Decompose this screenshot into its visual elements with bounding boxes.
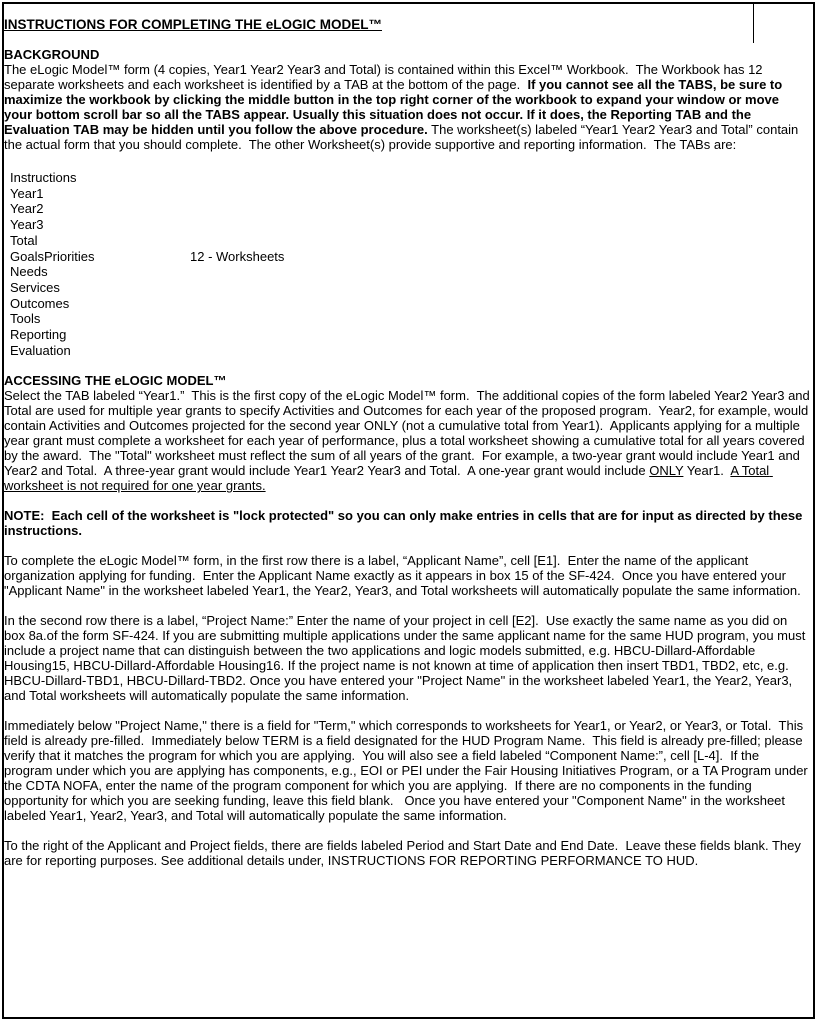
tab-item-year2: Year2 (10, 201, 44, 217)
accessing-heading: ACCESSING THE eLOGIC MODEL™ (4, 373, 227, 389)
tab-item-reporting: Reporting (10, 327, 67, 343)
applicant-name-paragraph: To complete the eLogic Model™ form, in the first row there is a label, “Applicant Name”, cell [E1]. Enter the name of the applicant organization applying for funding. Enter the Applicant Name exactly as it appears in box 15 of the SF-424. Once you have entered your "Applicant Name" in the worksheet labeled Year1, the Year2, Year3, and Total worksheets will automatically populate the same information. (4, 553, 801, 599)
page-border-top (2, 2, 814, 4)
tab-item-evaluation: Evaluation (10, 342, 71, 358)
tab-item-instructions: Instructions (10, 170, 77, 185)
document-content (4, 17, 814, 869)
tab-item-year1: Year1 (10, 185, 44, 201)
accessing-only-underline: ONLY (649, 463, 684, 479)
page-title: INSTRUCTIONS FOR COMPLETING THE eLOGIC MODEL™ (4, 17, 382, 32)
tab-item-goalspriorities: GoalsPriorities 12 - Worksheets (10, 248, 285, 264)
page-border-right (813, 2, 815, 1019)
worksheet-tab-list (4, 170, 810, 358)
accessing-text-1: Select the TAB labeled “Year1.” This is the first copy of the eLogic Model™ form. The additional copies of the form labeled Year2 Year3 and Total are used for multiple year grants to specify Activities and Outcomes for each year of the proposed program. Year2, for example, would contain Activities and Outcomes projected for the second year ONLY (not a cumulative total from Year1). Applicants applying for a multiple year grant must complete a worksheet for each year of performance, plus a total worksheet showing a cumulative total for all years covered by the award. The "Total" worksheet must reflect the sum of all years of the grant. For example, a two-year grant would include Year1 and Year2 and Total. A three-year grant would include Year1 Year2 Year3 and Total. A one-year grant would include (4, 388, 814, 479)
background-heading: BACKGROUND (4, 47, 100, 62)
background-text-bold: If you cannot see all the TABS, be sure to maximize the workbook by clicking the middle button in the top right corner of the workbook to expand your window or move your bottom scroll bar so all the TABS appear. Usually this situation does not occur. If it does, the Reporting TAB and the Evaluation TAB may be hidden until you follow the above procedure. (4, 77, 786, 137)
tab-item-year3: Year3 (10, 217, 44, 233)
page-border-bottom (2, 1017, 815, 1019)
accessing-total-underline: A Total worksheet is not required for one year grants. (4, 463, 773, 494)
accessing-paragraph (4, 388, 814, 494)
background-text-2: The worksheet(s) labeled “Year1 Year2 Year3 and Total” contain the actual form that you should complete. The other Worksheet(s) provide supportive and reporting information. The TABs are: (4, 122, 802, 152)
tab-item-total: Total (10, 232, 38, 248)
background-paragraph (4, 62, 810, 152)
tab-item-outcomes: Outcomes (10, 295, 70, 311)
note-paragraph: NOTE: Each cell of the worksheet is "lock protected" so you can only make entries in cells that are for input as directed by these instructions. (4, 508, 806, 539)
tab-item-services: Services (10, 279, 60, 295)
accessing-text-2: Year1. (683, 463, 731, 479)
project-name-paragraph: In the second row there is a label, “Project Name:” Enter the name of your project in cell [E2]. Use exactly the same name as you did on box 8a.of the form SF-424. If you are submitting multiple applications under the same applicant name for the same HUD program, you must include a project name that can distinguish between the two applications and logic models submitted, e.g. HBCU-Dillard-Affordable Housing15, HBCU-Dillard-Affordable Housing16. If the project name is not known at time of application then insert TBD1, TBD2, etc, e.g. HBCU-Dillard-TBD1, HBCU-Dillard-TBD2. Once you have entered your "Project Name" in the worksheet labeled Year1, the Year2, Year3, and Total worksheets will automatically populate the same information. (4, 613, 809, 704)
tab-item-tools: Tools (10, 311, 41, 327)
worksheet-count-note: 12 - Worksheets (190, 248, 285, 264)
period-dates-paragraph: To the right of the Applicant and Project fields, there are fields labeled Period and Start Date and End Date. Leave these fields blank. They are for reporting purposes. See additional details under, INSTRUCTIONS FOR REPORTING PERFORMANCE TO HUD. (4, 838, 805, 869)
term-component-paragraph: Immediately below "Project Name," there is a field for "Term," which corresponds to worksheets for Year1, or Year2, or Year3, or Total. This field is already pre-filled. Immediately below TERM is a field designated for the HUD Program Name. This field is already pre-filled; please verify that it matches the program for which you are applying. You will also see a field labeled “Component Name:”, cell [L-4]. If the program under which you are applying has components, e.g., EOI or PEI under the Fair Housing Initiatives Program, or a TA Program under the CDTA NOFA, enter the name of the program component for which you are applying. If there are no components in the funding opportunity for which you are seeking funding, leave this field blank. Once you have entered your "Component Name" in the worksheet labeled Year1, Year2, Year3, and Total will automatically populate the same information. (4, 718, 812, 824)
background-text-1: The eLogic Model™ form (4 copies, Year1 Year2 Year3 and Total) is contained within this Excel™ Workbook. The Workbook has 12 separate worksheets and each worksheet is identified by a TAB at the bottom of the page. (4, 62, 767, 92)
tab-item-needs: Needs (10, 264, 48, 280)
